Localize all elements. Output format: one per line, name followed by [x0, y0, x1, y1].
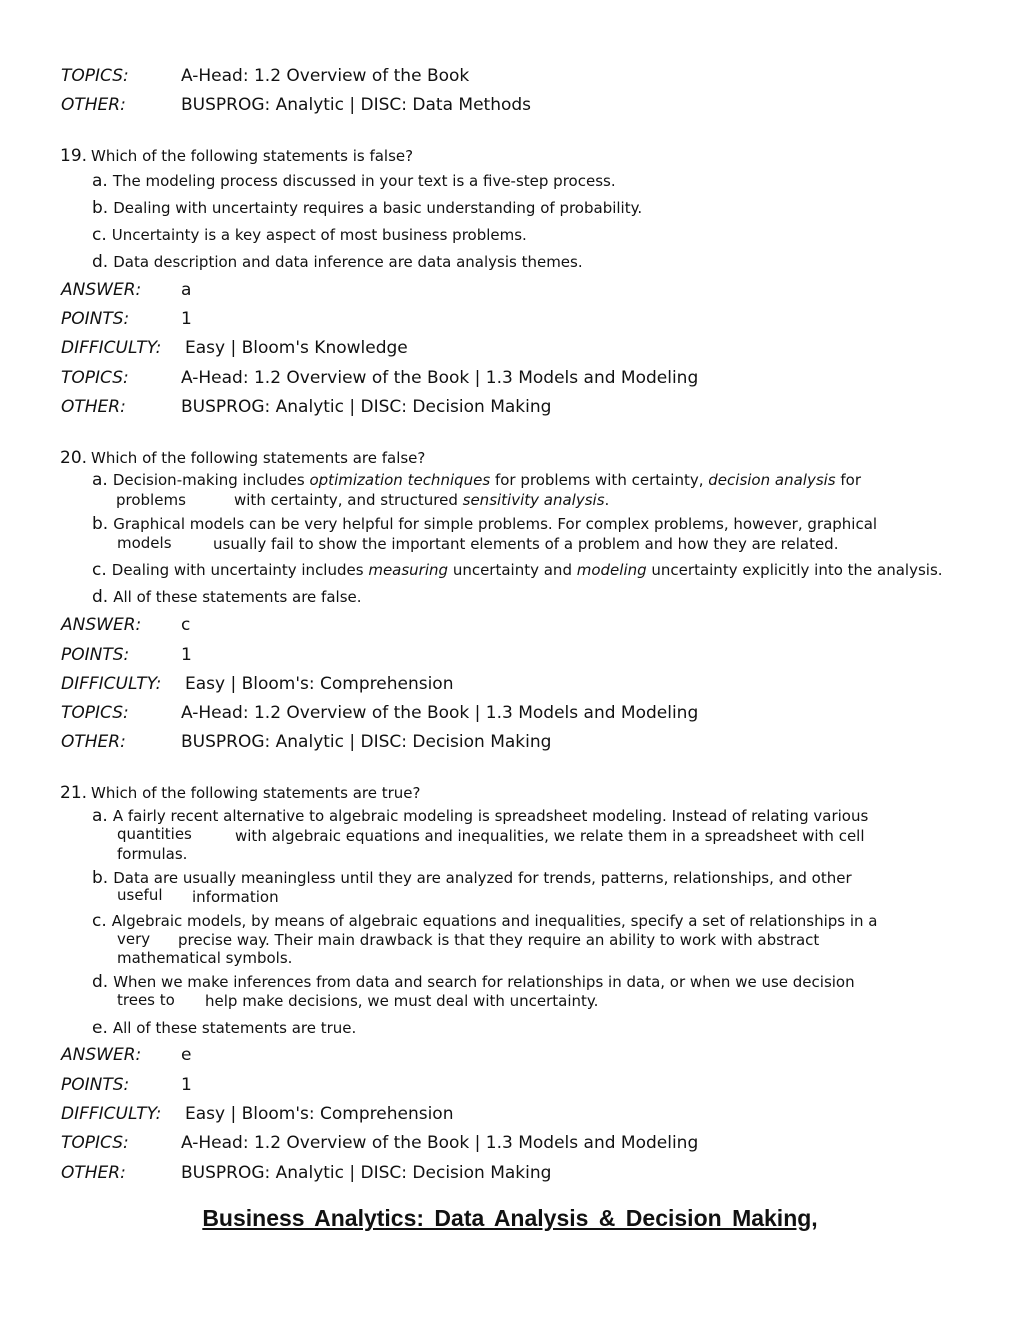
question-number: 19.	[60, 146, 88, 166]
question-20	[60, 448, 425, 468]
option-text: mathematical symbols.	[117, 949, 293, 967]
option-text: Data are usually meaningless until they are analyzed for trends, patterns, relationships, and other	[113, 869, 852, 887]
option-text: trees to	[117, 991, 175, 1009]
option-text: with algebraic equations and inequalities, we relate them in a spreadsheet with cell	[235, 827, 865, 845]
other-label: OTHER:	[61, 732, 126, 752]
difficulty-label: DIFFICULTY:	[61, 674, 162, 694]
q20-option-c	[92, 560, 943, 580]
option-text: .	[604, 491, 610, 509]
question-21	[60, 783, 420, 803]
option-text: The modeling process discussed in your text is a five-step process.	[112, 172, 616, 190]
option-text: All of these statements are true.	[112, 1019, 357, 1037]
option-text: All of these statements are false.	[113, 588, 362, 606]
option-text: Algebraic models, by means of algebraic equations and inequalities, specify a set of relationships in a	[111, 912, 878, 930]
question-text: Which of the following statements are false?	[91, 449, 426, 467]
answer-value: c	[181, 615, 191, 635]
option-text: help make decisions, we must deal with uncertainty.	[205, 992, 599, 1010]
points-value: 1	[181, 1075, 192, 1095]
topics-value: A-Head: 1.2 Overview of the Book | 1.3 Models and Modeling	[181, 368, 699, 388]
topics-value: A-Head: 1.2 Overview of the Book	[181, 66, 470, 86]
option-letter: a.	[92, 806, 108, 826]
q21-option-a-continued-3	[117, 844, 187, 864]
option-text: with certainty, and structured	[234, 491, 463, 509]
difficulty-value: Easy | Bloom's Knowledge	[185, 338, 408, 358]
topics-value: A-Head: 1.2 Overview of the Book | 1.3 Models and Modeling	[181, 703, 699, 723]
points-label: POINTS:	[61, 1075, 130, 1095]
points-value: 1	[181, 645, 192, 665]
topics-value: A-Head: 1.2 Overview of the Book | 1.3 Models and Modeling	[181, 1133, 699, 1153]
option-emphasis: sensitivity analysis	[462, 491, 605, 509]
other-value: BUSPROG: Analytic | DISC: Data Methods	[181, 95, 532, 115]
question-19	[60, 146, 413, 166]
option-emphasis: optimization techniques	[309, 471, 491, 489]
q21-option-d-continued	[117, 990, 175, 1010]
option-text: usually fail to show the important elements of a problem and how they are related.	[213, 535, 839, 553]
q20-option-a-continued	[116, 490, 186, 510]
q20-option-b-continued	[117, 533, 172, 553]
other-label: OTHER:	[61, 95, 126, 115]
option-text: Dealing with uncertainty requires a basic understanding of probability.	[113, 199, 643, 217]
option-text: useful	[117, 886, 163, 904]
option-text: Graphical models can be very helpful for simple problems. For complex problems, however, graphical	[113, 515, 878, 533]
q19-option-a	[92, 171, 616, 191]
difficulty-value: Easy | Bloom's: Comprehension	[185, 1104, 454, 1124]
option-text: Decision-making includes	[112, 471, 310, 489]
option-text: for problems with certainty,	[490, 471, 709, 489]
option-text: Data description and data inference are data analysis themes.	[113, 253, 583, 271]
option-text: When we make inferences from data and search for relationships in data, or when we use decision	[113, 973, 855, 991]
option-letter: b.	[92, 514, 109, 534]
option-text: precise way. Their main drawback is that they require an ability to work with abstract	[178, 931, 820, 949]
option-letter: d.	[92, 972, 109, 992]
answer-value: a	[181, 280, 192, 300]
option-text: for	[835, 471, 862, 489]
option-letter: d.	[92, 252, 109, 272]
q21-option-d	[92, 972, 855, 992]
q21-option-c	[92, 911, 878, 931]
option-emphasis: measuring	[368, 561, 449, 579]
option-letter: b.	[92, 198, 109, 218]
option-letter: c.	[92, 560, 107, 580]
q20-option-a	[92, 470, 861, 490]
option-emphasis: decision analysis	[708, 471, 836, 489]
q21-option-d-continued-2	[205, 991, 598, 1011]
option-letter: c.	[92, 225, 107, 245]
option-text: very	[117, 930, 151, 948]
question-text: Which of the following statements are true?	[91, 784, 421, 802]
option-text: quantities	[117, 825, 192, 843]
q21-option-a-continued-2	[235, 826, 865, 846]
q21-option-c-continued-2	[178, 930, 819, 950]
difficulty-value: Easy | Bloom's: Comprehension	[185, 674, 454, 694]
q21-option-c-continued	[117, 929, 150, 949]
question-number: 20.	[60, 448, 88, 468]
option-text: models	[117, 534, 172, 552]
answer-label: ANSWER:	[61, 280, 142, 300]
other-label: OTHER:	[61, 1163, 126, 1183]
option-letter: a.	[92, 470, 108, 490]
option-text: uncertainty explicitly into the analysis.	[646, 561, 943, 579]
difficulty-label: DIFFICULTY:	[61, 338, 162, 358]
q21-option-a-continued	[117, 824, 192, 844]
q20-option-b	[92, 514, 877, 534]
points-value: 1	[181, 309, 192, 329]
difficulty-label: DIFFICULTY:	[61, 1104, 162, 1124]
option-text: Uncertainty is a key aspect of most business problems.	[111, 226, 527, 244]
q20-option-d	[92, 587, 362, 607]
q19-option-c	[92, 225, 527, 245]
q19-option-b	[92, 198, 642, 218]
question-text: Which of the following statements is false?	[91, 147, 414, 165]
other-value: BUSPROG: Analytic | DISC: Decision Making	[181, 732, 552, 752]
option-text: A fairly recent alternative to algebraic modeling is spreadsheet modeling. Instead of relating various	[112, 807, 869, 825]
q21-option-c-continued-3	[117, 948, 292, 968]
option-text: uncertainty and	[448, 561, 577, 579]
answer-label: ANSWER:	[61, 615, 142, 635]
option-letter: d.	[92, 587, 109, 607]
other-value: BUSPROG: Analytic | DISC: Decision Making	[181, 397, 552, 417]
points-label: POINTS:	[61, 309, 130, 329]
topics-label: TOPICS:	[61, 66, 129, 86]
topics-label: TOPICS:	[61, 703, 129, 723]
q21-option-b-continued-2	[192, 887, 279, 907]
option-emphasis: modeling	[576, 561, 647, 579]
points-label: POINTS:	[61, 645, 130, 665]
answer-value: e	[181, 1045, 192, 1065]
topics-label: TOPICS:	[61, 368, 129, 388]
option-letter: b.	[92, 868, 109, 888]
option-letter: e.	[92, 1018, 108, 1038]
topics-label: TOPICS:	[61, 1133, 129, 1153]
other-value: BUSPROG: Analytic | DISC: Decision Making	[181, 1163, 552, 1183]
q21-option-b-continued	[117, 885, 163, 905]
q21-option-e	[92, 1018, 356, 1038]
question-number: 21.	[60, 783, 88, 803]
option-letter: a.	[92, 171, 108, 191]
option-text: formulas.	[117, 845, 188, 863]
q21-option-b	[92, 868, 852, 888]
option-letter: c.	[92, 911, 107, 931]
other-label: OTHER:	[61, 397, 126, 417]
q19-option-d	[92, 252, 583, 272]
q21-option-a	[92, 806, 868, 826]
q20-option-b-continued-2	[213, 534, 838, 554]
book-title-footer: Business Analytics: Data Analysis & Decision Making,	[202, 1205, 818, 1231]
answer-label: ANSWER:	[61, 1045, 142, 1065]
q20-option-a-continued-2	[234, 490, 609, 510]
option-text: Dealing with uncertainty includes	[111, 561, 369, 579]
option-text: information	[192, 888, 279, 906]
option-text: problems	[116, 491, 186, 509]
